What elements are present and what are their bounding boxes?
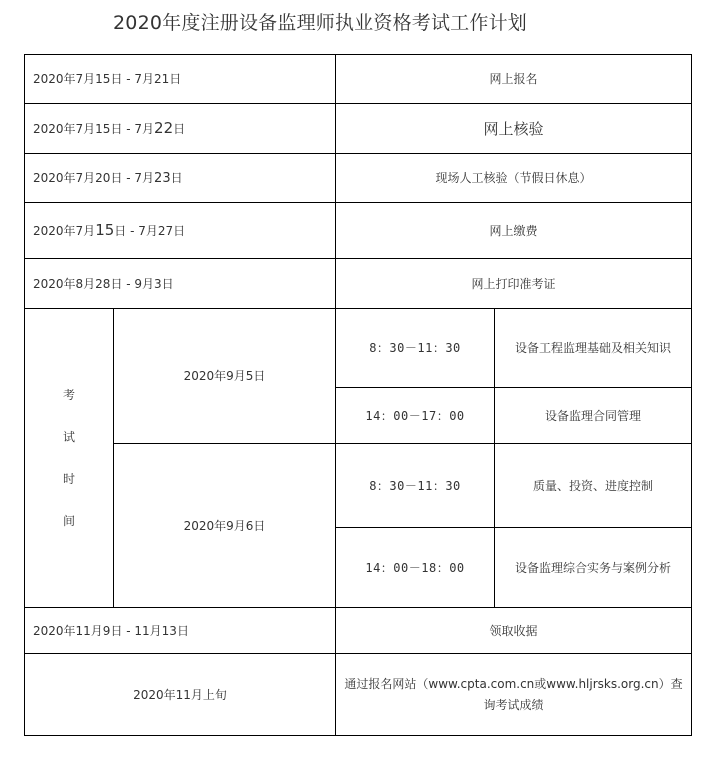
exam-session-time: 8：30－11：30 xyxy=(336,444,495,528)
table-row xyxy=(25,654,692,736)
date-cell: 2020年11月9日 - 11月13日 xyxy=(25,608,336,654)
table-row xyxy=(25,259,692,309)
table-row xyxy=(25,203,692,259)
task-cell: 现场人工核验（节假日休息） xyxy=(336,154,692,203)
table-row xyxy=(25,104,692,154)
date-cell: 2020年8月28日 - 9月3日 xyxy=(25,259,336,309)
table-row xyxy=(25,444,692,528)
table-row xyxy=(25,608,692,654)
exam-session-time: 14：00－17：00 xyxy=(336,388,495,444)
exam-subject: 设备工程监理基础及相关知识 xyxy=(495,309,692,388)
task-cell: 领取收据 xyxy=(336,608,692,654)
date-cell: 2020年7月15日 - 7月27日 xyxy=(25,203,336,259)
exam-date-cell: 2020年9月5日 xyxy=(114,309,336,444)
exam-time-label: 考 试 时 间 xyxy=(25,309,114,608)
date-cell: 2020年7月20日 - 7月23日 xyxy=(25,154,336,203)
task-cell: 网上缴费 xyxy=(336,203,692,259)
exam-subject: 质量、投资、进度控制 xyxy=(495,444,692,528)
exam-session-time: 14：00－18：00 xyxy=(336,528,495,608)
task-cell: 通过报名网站（www.cpta.com.cn或www.hljrsks.org.cn）查询考试成绩 xyxy=(336,654,692,736)
date-cell: 2020年7月15日 - 7月22日 xyxy=(25,104,336,154)
task-cell: 网上打印准考证 xyxy=(336,259,692,309)
exam-session-time: 8：30－11：30 xyxy=(336,309,495,388)
exam-date-cell: 2020年9月6日 xyxy=(114,444,336,608)
table-row xyxy=(25,309,692,388)
table-row xyxy=(25,55,692,104)
task-cell: 网上核验 xyxy=(336,104,692,154)
page-title: 2020年度注册设备监理师执业资格考试工作计划 xyxy=(113,12,527,34)
exam-subject: 设备监理综合实务与案例分析 xyxy=(495,528,692,608)
task-cell: 网上报名 xyxy=(336,55,692,104)
table-row xyxy=(25,154,692,203)
exam-subject: 设备监理合同管理 xyxy=(495,388,692,444)
date-cell: 2020年7月15日 - 7月21日 xyxy=(25,55,336,104)
date-cell: 2020年11月上旬 xyxy=(25,654,336,736)
schedule-table xyxy=(24,54,692,736)
